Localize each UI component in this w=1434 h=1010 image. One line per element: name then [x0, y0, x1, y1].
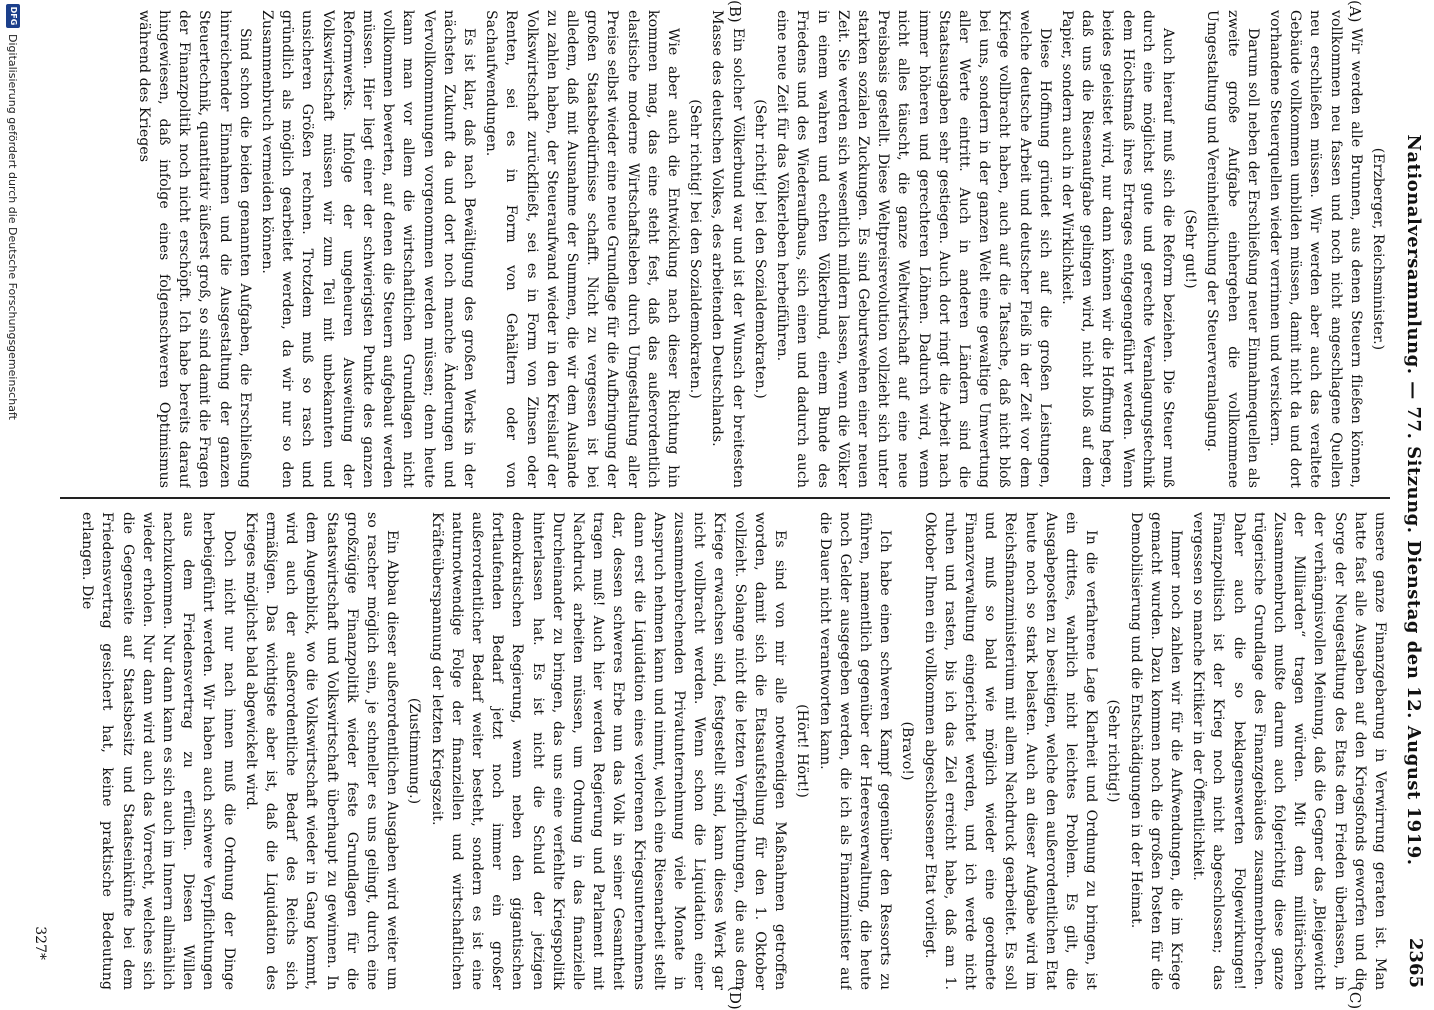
footnote-marker: 327*: [32, 926, 48, 960]
paragraph: In die verfahrene Lage Klarheit und Ordnung zu bringen, ist ein drittes, wahrlich nicht leichtes Problem. Es gilt, die Ausgabeposten zu beseitigen, welche den außerordentlichen Etat heute noch so stark belasten. Auch an dieser Aufgabe wird im Reichsfinanzministerium mit allem Nachdruck gearbeitet. Es soll und muß so bald wie möglich wieder eine geordnete Finanzverwaltung eingerichtet werden, und ich werde nicht ruhen und rasten, bis ich das Ziel erreicht habe, daß am 1. Oktober Ihnen ein vollkommen abgeschlossener Etat vorliegt.: [921, 512, 1100, 990]
dfg-logo-icon: DFG: [6, 4, 20, 28]
paragraph: Sind schon die beiden genannten Aufgaben, die Erschließung hinreichender Einnahmen und die Ausgestaltung der ganzen Steuertechnik, quantitativ äußerst groß, so sind damit die Fragen der Finanzpolitik noch nicht erschöpft. Ich habe bereits darauf hingewiesen, daß infolge eines folgenschweren Optimismus während des Krieges: [135, 10, 253, 488]
margin-letter-b: (B): [726, 0, 744, 23]
left-column: [50, 10, 1390, 488]
paragraph: Doch nicht nur nach innen muß die Ordnung der Dinge herbeigeführt werden. Wir haben auch schwere Verpflichtungen aus dem Friedensvertrag zu erfüllen. Diesen Willen nachzukommen. Nur dann kann es sich auch im Innern allmählich wieder erholen. Nur dann wird auch das Vorrecht, welches sich die Gegenseite auf Staatsbesitz und Staatseinkünfte bei dem Friedensvertrag gesichert hat, keine praktische Bedeutung erlangen. Die: [79, 512, 237, 990]
interjection: (Sehr richtig!): [1105, 699, 1122, 803]
paragraph: Ein solcher Völkerbund war und ist der Wunsch der breitesten Masse des deutschen Volkes, des arbeitenden Deutschlands.: [709, 10, 746, 488]
paragraph: Auch hierauf muß sich die Reform beziehen. Die Steuer muß durch eine möglichst gute und gerechte Veranlagungstechnik dem Höchstmaß ihres Ertrages entgegengeführt werden. Wenn beides geleistet wird, nur dann können wir die Hoffnung hegen, daß uns die Riesenaufgabe gelingen wird, nicht bloß auf dem Papier, sondern auch in der Wirklichkeit.: [1058, 10, 1176, 488]
paragraph: Wie aber auch die Entwicklung nach dieser Richtung hin kommen mag, das eine steht fest, daß das außerordentlich elastische moderne Wirtschaftsleben durch Umgestaltung aller Preise selbst wieder eine neue Grundlage für die Aufbringung der großen Staatsbedürfnisse schafft. Nicht zu vergessen ist bei alledem, daß mit Ausnahme der Summen, die wir dem Auslande zu zahlen haben, der Steueraufwand wieder in den Kreislauf der Volkswirtschaft zurückfließt, sei es in Form von Zinsen oder Renten, sei es in Form von Gehältern oder von Sachaufwendungen.: [483, 10, 682, 488]
interjection: (Sehr richtig! bei den Sozialdemokraten.): [687, 99, 704, 399]
paragraph: Ich habe einen schweren Kampf gegenüber den Ressorts zu führen, namentlich gegenüber der Heeresverwaltung, die heute noch Gelder ausgegeben werden, die ich als Finanzminister auf die Dauer nicht verantworten kann.: [816, 512, 894, 990]
interjection: (Bravo!): [899, 721, 916, 781]
paragraph: Es ist klar, daß nach Bewältigung des großen Werks in der nächsten Zukunft da und dort noch manche Änderungen und Vervollkommnungen vorgenommen werden müssen; denn heute kann man vor allem die wirtschaftlichen Grundlagen nicht vollkommen bewerten, auf denen die Steuern aufgebaut werden müssen. Hier liegt einer der schwierigsten Punkte des ganzen Reformwerks. Infolge der ungeheuren Ausweitung der Volkswirtschaft müssen wir zum Teil mit unbekannten und unsicheren Größen rechnen. Trotzdem muß so rasch und gründlich als möglich gearbeitet werden, da wir nur so den Zusammenbruch vermeiden können.: [259, 10, 478, 488]
column-divider: [60, 497, 1390, 499]
margin-letter-d: (D): [726, 986, 744, 1010]
paragraph: Es sind von mir alle notwendigen Maßnahmen getroffen worden, damit sich die Etatsaufstellung für den 1. Oktober vollzieht. Solange nicht die letzten Verpflichtungen, die aus dem Kriege erwachsen sind, festgestellt sind, kann dieses Werk gar nicht vollbracht werden. Wenn schon die Liquidation einer zusammenbrechenden Privatunternehmung viele Monate in Anspruch nehmen kann und nimmt, welch eine Riesenarbeit stellt dann erst die Liquidation eines verlorenen Kriegsunternehmens dar, dessen schweres Erbe nun das Volk in seiner Gesamtheit tragen muß! Auch hier werden Regierung und Parlament mit Nachdruck arbeiten müssen, um Ordnung in das finanzielle Durcheinander zu bringen, das uns eine verfehlte Kriegspolitik hinterlassen hat. Es ist nicht die Schuld der jetzigen demokratischen Regierung, wenn neben den gigantischen fortlaufenden Bedarf jetzt noch immer ein großer außerordentlicher Bedarf weiter besteht, sondern es ist eine naturnotwendige Folge der finanziellen und wirtschaftlichen Kräfteüberspannung der letzten Kriegszeit.: [428, 512, 789, 990]
speaker-label: (Erzberger, Reichsminister.): [1370, 147, 1386, 351]
page-header: [1394, 0, 1434, 1000]
interjection: (Zustimmung.): [406, 697, 423, 805]
paragraph: Ein Abbau dieser außerordentlichen Ausgaben wird weiter um so rascher möglich sein, je schneller es uns gelingt, durch eine großzügige Finanzpolitik wieder feste Grundlagen für die Staatswirtschaft und Volkswirtschaft überhaupt zu gewinnen. In dem Augenblick, wo die Volkswirtschaft wieder in Gang kommt, wird auch der außerordentliche Bedarf des Reichs sich ermäßigen. Das wichtigste aber ist, daß die Liquidation des Krieges möglichst bald abgewickelt wird.: [242, 512, 401, 990]
paragraph: Immer noch zahlen wir für die Aufwendungen, die im Kriege gemacht wurden. Dazu kommen noch die großen Posten für die Demobilisierung und die Entschädigungen in der Heimat.: [1127, 512, 1184, 990]
paragraph: Diese Hoffnung gründet sich auf die großen Leistungen, welche deutsche Arbeit und deutscher Fleiß in der Zeit vor dem Kriege vollbracht haben, auch auf die Tatsache, daß nicht bloß bei uns, sondern in der ganzen Welt eine gewaltige Umwertung aller Werte eintritt. Auch in anderen Ländern sind die Staatsausgaben sehr gestiegen. Auch dort ringt die Arbeit nach immer höheren und gerechteren Löhnen. Dadurch wird, wenn nicht alles täuscht, die ganze Weltwirtschaft auf eine neue Preisbasis gestellt. Diese Weltpreisrevolution vollzieht sich unter starken sozialen Zuckungen. Es sind Geburtswehen einer neuen Zeit. Sie werden sich wesentlich mildern lassen, wenn die Völker in einem wahren und echten Völkerbund, einem Bunde des Friedens und des Wiederaufbaus, sich einen und dadurch auch eine neue Zeit für das Völkerleben herbeiführen.: [774, 10, 1053, 488]
margin-letter-a: (A): [1346, 0, 1364, 23]
interjection: (Hört! Hört!): [794, 704, 811, 798]
digitization-credit: [0, 0, 24, 1000]
page-title: Nationalversammlung. — 77. Sitzung. Dienstag den 12. August 1919.: [1403, 134, 1424, 866]
credit-text: Digitalisierung gefördert durch die Deutsche Forschungsgemeinschaft: [6, 34, 19, 420]
paragraph: Wir werden alle Brunnen, aus denen Steuern fließen können, vollkommen neu fassen und noch nicht angeschlagene Quellen neu erschließen müssen. Wir werden aber auch das veraltete Gebäude vollkommen umbilden müssen, damit nicht da und dort vorhandene Steuerquellen wieder verrinnen und versickern.: [1266, 10, 1364, 488]
paragraph: Darum soll neben der Erschließung neuer Einnahmequellen als zweite große Aufgabe einhergehen die vollkommene Umgestaltung und Vereinheitlichung der Steuerveranlagung.: [1204, 10, 1261, 488]
paragraph: unsere ganze Finanzgebarung in Verwirrung geraten ist. Man hatte fast alle Ausgaben auf den Kriegsfonds geworfen und die Sorge der Neugestaltung des Etats dem Frieden überlassen, in der verhängnisvollen Meinung, daß die Gegner das „Bleigewicht der Milliarden“ tragen würden. Mit dem militärischen Zusammenbruch mußte darum auch folgerichtig diese ganze trügerische Grundlage des Finanzgebäudes zusammenbrechen. Daher auch die so beklagenswerten Folgewirkungen! Finanzpolitisch ist der Krieg noch nicht abgeschlossen; das vergessen so manche Kritiker in der Öffentlichkeit.: [1190, 512, 1388, 990]
right-column: [50, 512, 1390, 990]
interjection: (Sehr gut!): [1182, 209, 1199, 289]
page-number: 2365: [1405, 937, 1426, 988]
margin-letter-c: (C): [1346, 986, 1364, 1010]
interjection: (Sehr richtig! bei den Sozialdemokraten.): [751, 99, 768, 399]
